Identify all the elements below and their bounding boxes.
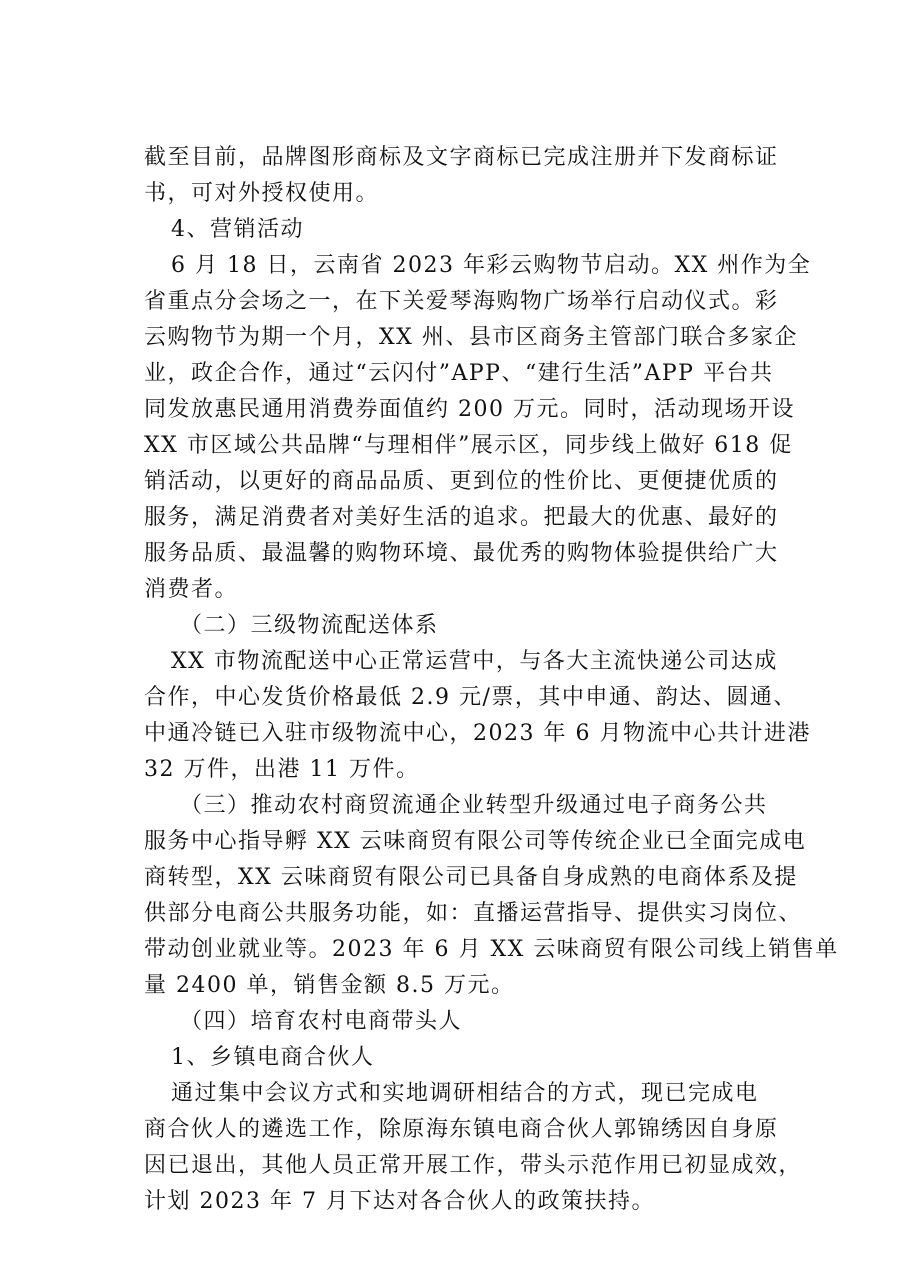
section-heading: （三）推动农村商贸流通企业转型升级通过电子商务公共 — [180, 793, 768, 818]
section-heading: 1、乡镇电商合伙人 — [171, 1045, 375, 1070]
text-line: 服务品质、最温馨的购物环境、最优秀的购物体验提供给广大 — [144, 541, 779, 566]
text-line: 商转型，XX 云味商贸有限公司已具备自身成熟的电商体系及提 — [144, 865, 798, 890]
text-line: XX 市物流配送中心正常运营中，与各大主流快递公司达成 — [171, 649, 778, 674]
text-line: 云购物节为期一个月，XX 州、县市区商务主管部门联合多家企 — [144, 325, 798, 350]
text-line: 供部分电商公共服务功能，如：直播运营指导、提供实习岗位、 — [144, 901, 803, 926]
text-line: 计划 2023 年 7 月下达对各合伙人的政策扶持。 — [144, 1189, 655, 1214]
text-line: 中通冷链已入驻市级物流中心，2023 年 6 月物流中心共计进港 — [144, 721, 811, 746]
text-line: 书，可对外授权使用。 — [144, 181, 380, 206]
document-page — [144, 140, 839, 1220]
text-line: 服务，满足消费者对美好生活的追求。把最大的优惠、最好的 — [144, 505, 779, 530]
text-line: 合作，中心发货价格最低 2.9 元/票，其中申通、韵达、圆通、 — [144, 685, 797, 710]
text-line: 销活动，以更好的商品品质、更到位的性价比、更便捷优质的 — [144, 469, 779, 494]
section-heading: （四）培育农村电商带头人 — [180, 1009, 463, 1034]
text-line: 业，政企合作，通过“云闪付”APP、“建行生活”APP 平台共 — [144, 361, 774, 386]
text-line: 服务中心指导孵 XX 云味商贸有限公司等传统企业已全面完成电 — [144, 829, 807, 854]
section-heading: （二）三级物流配送体系 — [180, 613, 439, 638]
text-line: 消费者。 — [144, 577, 239, 602]
text-line: 同发放惠民通用消费券面值约 200 万元。同时，活动现场开设 — [144, 397, 795, 422]
text-line: 因已退出，其他人员正常开展工作，带头示范作用已初显成效， — [144, 1153, 803, 1178]
text-line: XX 市区域公共品牌“与理相伴”展示区，同步线上做好 618 促 — [144, 433, 793, 458]
text-line: 商合伙人的遴选工作，除原海东镇电商合伙人郭锦绣因自身原 — [144, 1117, 779, 1142]
text-line: 量 2400 单，销售金额 8.5 万元。 — [144, 973, 515, 998]
text-line: 带动创业就业等。2023 年 6 月 XX 云味商贸有限公司线上销售单 — [144, 937, 839, 962]
text-line: 6 月 18 日，云南省 2023 年彩云购物节启动。XX 州作为全 — [171, 253, 812, 278]
text-line: 32 万件，出港 11 万件。 — [144, 757, 420, 782]
text-line: 省重点分会场之一，在下关爱琴海购物广场举行启动仪式。彩 — [144, 289, 779, 314]
text-line: 截至目前，品牌图形商标及文字商标已完成注册并下发商标证 — [144, 145, 779, 170]
text-line: 通过集中会议方式和实地调研相结合的方式，现已完成电 — [171, 1081, 759, 1106]
section-heading: 4、营销活动 — [171, 217, 304, 242]
